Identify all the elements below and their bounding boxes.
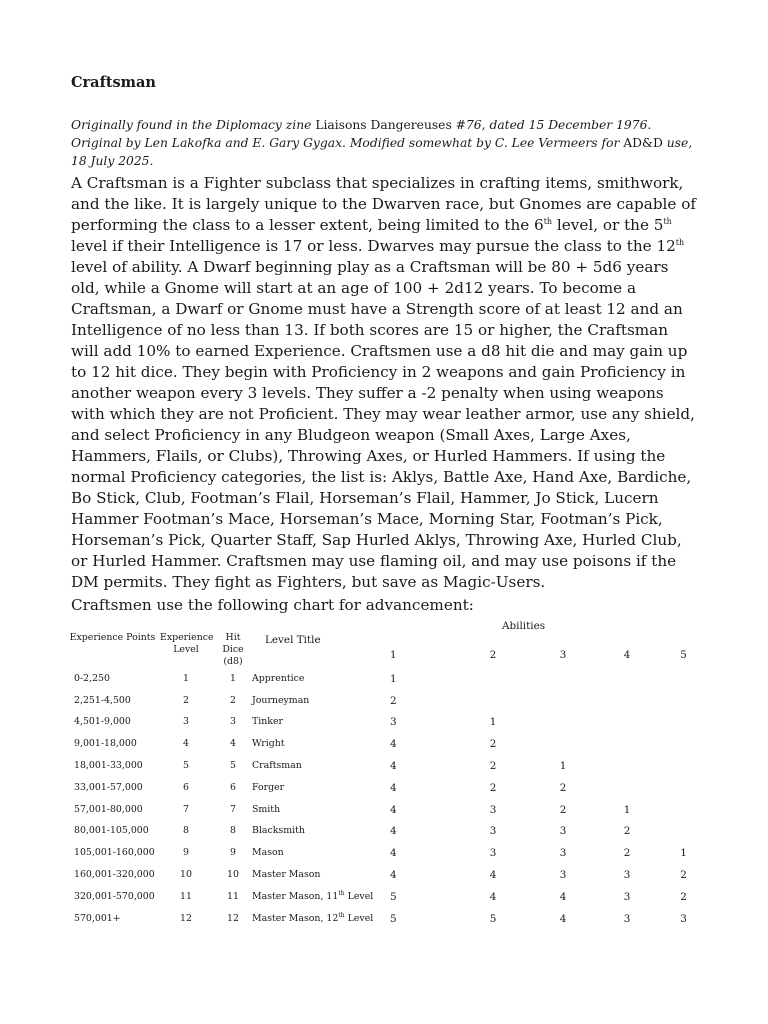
header-ability-4: 4 — [623, 650, 631, 661]
cell-level-title — [250, 864, 390, 886]
ordinal-suffix: th — [675, 238, 685, 247]
cell-level-title — [250, 842, 390, 864]
cell-hit-dice: 6 — [230, 781, 236, 793]
cell-experience-points: 0-2,250 — [74, 672, 110, 684]
description-part4: level of ability. A Dwarf beginning play as a Craftsman will be 80 + 5d6 years old, while a Gnome will start at an age of 100 + 2d12 years. To become a Craftsman, a Dwarf or Gnome must have a Strength score of at least 12 and an Intelligence of no less than 13. If both scores are 15 or higher, the Craftsman will add 10% to earned Experience. Craftsmen use a d8 hit die and may gain up to 12 hit dice. They begin with Proficiency in 2 weapons and gain Proficiency in another weapon every 3 levels. They suffer a -2 penalty when using weapons with which they are not Proficient. They may wear leather armor, use any shield, and select Proficiency in any Bludgeon weapon (Small Axes, Large Axes, Hammers, Flails, or Clubs), Throwing Axes, or Hurled Hammers. If using the normal Proficiency categories, the list is: Aklys, Battle Axe, Hand Axe, Bardiche, Bo Stick, Club, Footman’s Flail, Horseman’s Flail, Hammer, Jo Stick, Lucern Hammer Footman’s Mace, Horseman’s Mace, Morning Star, Footman’s Pick, Horseman’s Pick, Quarter Staff, Sap Hurled Aklys, Throwing Axe, Hurled Club, or Hurled Hammer. Craftsmen may use flaming oil, and may use poisons if the DM permits. They fight as Fighters, but save as Magic-Users. — [71, 258, 695, 591]
cell-ability-5 — [658, 821, 709, 843]
cell-hit-dice: 1 — [230, 672, 236, 684]
cell-experience-points: 160,001-320,000 — [74, 869, 155, 881]
description-part2: level, or the 5 — [552, 216, 664, 234]
level-title-text: Apprentice — [252, 672, 305, 684]
cell-ability-2: 1 — [489, 716, 497, 729]
cell-ability-1: 4 — [390, 869, 397, 882]
cell-level-title — [250, 821, 390, 843]
description-part3: level if their Intelligence is 17 or less. Dwarves may pursue the class to the 12 — [71, 237, 676, 255]
cell-level-title — [250, 799, 390, 821]
cell-experience-points: 57,001-80,000 — [74, 803, 143, 815]
level-title-text: Wright — [252, 738, 285, 750]
cell-ability-5 — [658, 668, 709, 690]
cell-ability-3 — [530, 712, 596, 734]
advancement-rows — [69, 668, 709, 930]
cell-experience-points: 105,001-160,000 — [74, 847, 155, 859]
cell-experience-level: 10 — [180, 869, 192, 881]
cell-experience-points: 320,001-570,000 — [74, 890, 155, 902]
cell-ability-1: 5 — [390, 912, 397, 925]
cell-ability-1: 5 — [390, 890, 397, 903]
cell-experience-level: 1 — [183, 672, 189, 684]
header-hit-dice — [216, 618, 250, 668]
header-hit-dice-text: Hit Dice (d8) — [222, 632, 244, 667]
level-title-text: Forger — [252, 781, 285, 793]
cell-ability-1: 4 — [390, 738, 397, 751]
cell-ability-5: 1 — [680, 847, 687, 860]
description-part1: A Craftsman is a Fighter subclass that specializes in crafting items, smithwork, and the like. It is largely unique to the Dwarven race, but Gnomes are capable of performing the class to a lesser extent, being limited to the 6 — [71, 174, 696, 234]
header-experience-points: Experience Points — [69, 632, 156, 643]
cell-hit-dice: 3 — [230, 716, 236, 728]
cell-ability-5 — [658, 799, 709, 821]
table-row — [69, 799, 709, 821]
table-row — [69, 755, 709, 777]
cell-ability-5 — [658, 777, 709, 799]
header-ability-2: 2 — [489, 650, 497, 661]
cell-ability-1: 3 — [390, 716, 397, 729]
class-description — [71, 173, 696, 593]
cell-ability-1: 4 — [390, 781, 397, 794]
cell-level-title — [250, 733, 390, 755]
cell-experience-points: 570,001+ — [74, 912, 121, 924]
cell-ability-4: 2 — [623, 847, 631, 860]
level-title-text: Journeyman — [252, 694, 310, 706]
cell-ability-1: 2 — [390, 694, 397, 707]
cell-ability-3 — [530, 733, 596, 755]
cell-ability-3: 4 — [559, 912, 567, 925]
source-note-part1: Originally found in the Diplomacy zine — [71, 118, 316, 132]
cell-ability-2 — [456, 668, 530, 690]
table-row — [69, 864, 709, 886]
table-row — [69, 821, 709, 843]
cell-ability-3: 1 — [559, 760, 567, 773]
cell-ability-3: 3 — [559, 825, 567, 838]
source-note — [71, 116, 696, 170]
ordinal-suffix: th — [338, 911, 345, 919]
cell-experience-level: 9 — [183, 847, 189, 859]
cell-ability-2: 2 — [489, 760, 497, 773]
level-title-suffix: Level — [344, 890, 374, 902]
table-row — [69, 690, 709, 712]
level-title-text: Master Mason — [252, 869, 321, 881]
cell-ability-5: 3 — [680, 912, 687, 925]
cell-experience-level: 7 — [183, 803, 189, 815]
cell-ability-2: 3 — [489, 825, 497, 838]
cell-experience-points: 2,251-4,500 — [74, 694, 131, 706]
cell-ability-2: 3 — [489, 803, 497, 816]
level-title-text: Craftsman — [252, 760, 302, 772]
cell-hit-dice: 10 — [227, 869, 239, 881]
cell-hit-dice: 12 — [227, 912, 239, 924]
cell-experience-level: 8 — [183, 825, 189, 837]
cell-level-title — [250, 777, 390, 799]
cell-ability-1: 4 — [390, 847, 397, 860]
level-title-text: Tinker — [252, 716, 283, 728]
game-name: AD&D — [623, 136, 663, 150]
cell-ability-4: 1 — [623, 803, 631, 816]
cell-hit-dice: 7 — [230, 803, 236, 815]
cell-ability-3: 4 — [559, 890, 567, 903]
cell-level-title — [250, 668, 390, 690]
cell-experience-points: 4,501-9,000 — [74, 716, 131, 728]
table-row — [69, 777, 709, 799]
cell-ability-4 — [596, 668, 658, 690]
level-title-suffix: Level — [344, 912, 374, 924]
header-abilities: Abilities — [502, 620, 546, 632]
cell-level-title — [250, 886, 390, 908]
cell-ability-4: 3 — [623, 869, 631, 882]
level-title-text: Master Mason, 12 — [252, 912, 339, 924]
cell-hit-dice: 8 — [230, 825, 236, 837]
cell-hit-dice: 5 — [230, 760, 236, 772]
cell-experience-points: 18,001-33,000 — [74, 760, 143, 772]
zine-name: Liaisons Dangereuses — [315, 118, 452, 132]
cell-ability-5 — [658, 755, 709, 777]
page-title: Craftsman — [71, 74, 156, 91]
cell-ability-4: 2 — [623, 825, 631, 838]
cell-ability-2: 4 — [489, 890, 497, 903]
cell-experience-points: 80,001-105,000 — [74, 825, 149, 837]
cell-ability-2: 4 — [489, 869, 497, 882]
cell-level-title — [250, 690, 390, 712]
cell-hit-dice: 2 — [230, 694, 236, 706]
cell-experience-level: 12 — [180, 912, 192, 924]
ordinal-suffix: th — [338, 889, 345, 897]
cell-ability-5: 2 — [680, 890, 687, 903]
header-ability-5: 5 — [680, 650, 687, 661]
cell-hit-dice: 11 — [227, 890, 239, 902]
cell-ability-3: 3 — [559, 869, 567, 882]
table-row — [69, 842, 709, 864]
cell-ability-4: 3 — [623, 912, 631, 925]
cell-experience-points: 33,001-57,000 — [74, 781, 143, 793]
cell-ability-2: 2 — [489, 738, 497, 751]
cell-ability-5: 2 — [680, 869, 687, 882]
cell-hit-dice: 9 — [230, 847, 236, 859]
table-row — [69, 908, 709, 930]
cell-experience-level: 11 — [180, 890, 192, 902]
cell-experience-level: 4 — [183, 738, 189, 750]
cell-ability-4 — [596, 712, 658, 734]
cell-ability-3: 2 — [559, 781, 567, 794]
cell-ability-1: 4 — [390, 760, 397, 773]
table-row — [69, 668, 709, 690]
cell-ability-4 — [596, 777, 658, 799]
cell-level-title — [250, 755, 390, 777]
level-title-text: Mason — [252, 847, 284, 859]
ordinal-suffix: th — [663, 217, 672, 226]
chart-intro: Craftsmen use the following chart for advancement: — [71, 596, 474, 614]
header-level-title: Level Title — [265, 634, 321, 646]
cell-level-title — [250, 908, 390, 930]
cell-ability-2 — [456, 690, 530, 712]
ordinal-suffix: th — [543, 217, 553, 226]
cell-experience-level: 6 — [183, 781, 189, 793]
advancement-table — [69, 618, 709, 930]
table-row — [69, 733, 709, 755]
cell-ability-4 — [596, 755, 658, 777]
header-ability-1: 1 — [390, 650, 397, 661]
cell-experience-level: 3 — [183, 716, 189, 728]
header-ability-3: 3 — [559, 650, 567, 661]
cell-experience-points: 9,001-18,000 — [74, 738, 137, 750]
table-row — [69, 712, 709, 734]
cell-experience-level: 2 — [183, 694, 189, 706]
level-title-text: Master Mason, 11 — [252, 890, 339, 902]
cell-ability-3 — [530, 668, 596, 690]
header-experience-level-text: Experience Level — [160, 632, 214, 655]
cell-ability-2: 5 — [489, 912, 497, 925]
source-note-part2: #76, dated 15 December 1976. Original by Len Lakofka and E. Gary Gygax. Modified somewhat by C. Lee Vermeers for — [71, 118, 652, 150]
source-note-part3: use, 18 July 2025. — [71, 136, 693, 168]
cell-ability-5 — [658, 733, 709, 755]
cell-ability-1: 1 — [390, 672, 397, 685]
cell-level-title — [250, 712, 390, 734]
cell-ability-1: 4 — [390, 803, 397, 816]
cell-experience-level: 5 — [183, 760, 189, 772]
cell-ability-4 — [596, 690, 658, 712]
level-title-text: Smith — [252, 803, 281, 815]
cell-ability-5 — [658, 712, 709, 734]
cell-ability-3: 2 — [559, 803, 567, 816]
cell-ability-4 — [596, 733, 658, 755]
cell-ability-2: 2 — [489, 781, 497, 794]
header-experience-level — [156, 618, 216, 668]
level-title-text: Blacksmith — [252, 825, 305, 837]
cell-ability-2: 3 — [489, 847, 497, 860]
cell-ability-5 — [658, 690, 709, 712]
table-row — [69, 886, 709, 908]
cell-ability-3: 3 — [559, 847, 567, 860]
cell-ability-4: 3 — [623, 890, 631, 903]
cell-ability-3 — [530, 690, 596, 712]
cell-ability-1: 4 — [390, 825, 397, 838]
cell-hit-dice: 4 — [230, 738, 236, 750]
